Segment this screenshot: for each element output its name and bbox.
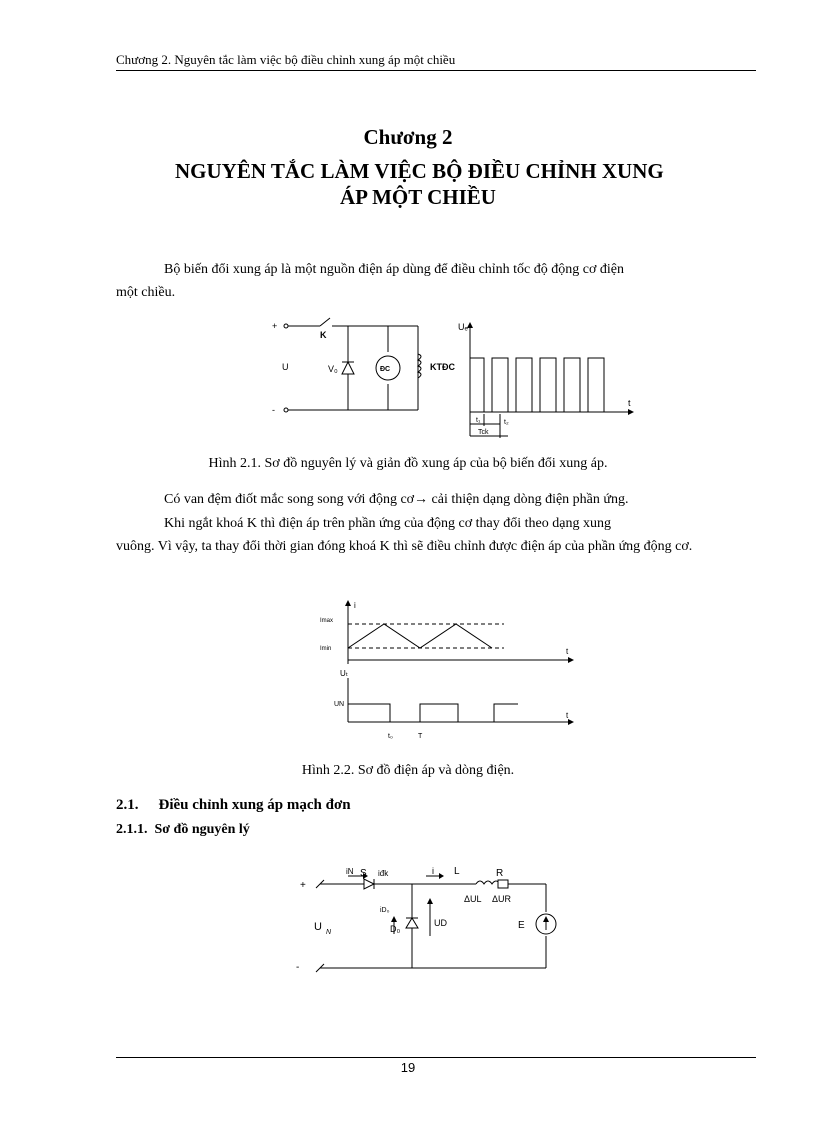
current-waveform bbox=[348, 624, 492, 648]
fig3-S-label: S bbox=[360, 868, 367, 879]
freewheel-diode-symbol bbox=[406, 918, 418, 928]
paragraph-2: Có van đệm điốt mắc song song với động cơ→ cải thiện dạng dòng điện phần ứng. bbox=[164, 492, 629, 507]
fig3-dUL-label: ΔUL bbox=[464, 894, 482, 904]
fig3-i-label: i bbox=[432, 866, 434, 876]
fig3-UD-label: UD bbox=[434, 918, 447, 928]
fig2-imin-label: Imin bbox=[320, 646, 332, 652]
resistor-symbol bbox=[498, 880, 508, 888]
paragraph-3-line1: Khi ngắt khoá K thì điện áp trên phần ứng của động cơ thay đổi theo dạng xung bbox=[164, 516, 611, 531]
fig1-plus-label: + bbox=[272, 321, 278, 331]
fig3-idk-label: iđk bbox=[378, 869, 389, 878]
running-header: Chương 2. Nguyên tắc làm việc bộ điều chỉnh xung áp một chiều bbox=[116, 52, 456, 67]
terminal-plus bbox=[284, 324, 288, 328]
fig3-Do-label: D₀ bbox=[390, 924, 401, 934]
paragraph-3-rest: vuông. Vì vậy, ta thay đổi thời gian đóng khoá K thì sẽ điều chỉnh được điện áp của phần ứng động cơ. bbox=[116, 539, 693, 554]
fig3-iN-label: iN bbox=[346, 867, 354, 876]
fig1-tck-label: Tck bbox=[478, 429, 489, 436]
fig1-t-label: t bbox=[628, 398, 631, 408]
section-heading-2-1 bbox=[116, 797, 351, 814]
fig3-UN-sub-label: N bbox=[326, 929, 332, 936]
diode-symbol bbox=[342, 362, 354, 374]
terminal-minus bbox=[284, 408, 288, 412]
fig1-switch-label: K bbox=[320, 330, 327, 340]
fig3-E-label: E bbox=[518, 920, 525, 931]
fig3-dUR-label: ΔUR bbox=[492, 894, 512, 904]
chapter-number: Chương 2 bbox=[363, 125, 453, 149]
fig2-un-label: UN bbox=[334, 701, 345, 708]
voltage-waveform bbox=[348, 704, 518, 722]
fig3-minus-label: - bbox=[296, 962, 300, 973]
subsection-title: Sơ đồ nguyên lý bbox=[154, 822, 250, 837]
paragraph-1-line1: Bộ biến đổi xung áp là một nguồn điện áp dùng để điều chỉnh tốc độ động cơ điện bbox=[164, 262, 624, 277]
fig3-L-label: L bbox=[454, 866, 460, 877]
fig1-minus-label: - bbox=[272, 405, 275, 415]
fig1-y-axis-label: Uₑ bbox=[458, 322, 468, 332]
paragraph-1-line2: một chiều. bbox=[116, 285, 176, 300]
chapter-title-line2: ÁP MỘT CHIỀU bbox=[340, 185, 496, 209]
footer-rule bbox=[116, 1057, 756, 1058]
page-number: 19 bbox=[400, 1060, 416, 1075]
fig1-motor-label: ĐC bbox=[380, 366, 391, 373]
section-number: 2.1. bbox=[116, 797, 139, 813]
pulse-waveform bbox=[470, 358, 604, 412]
figure-2-2-diagram bbox=[318, 598, 580, 746]
fig2-T-label: T bbox=[418, 733, 423, 740]
section-title: Điều chỉnh xung áp mạch đơn bbox=[158, 797, 351, 813]
figure-2-1-diagram bbox=[268, 316, 648, 442]
fig3-UN-label: U bbox=[314, 921, 322, 933]
fig2-t-top-label: t bbox=[566, 647, 569, 656]
fig3-iDo-label: iD₀ bbox=[380, 907, 390, 914]
fig2-i-label: i bbox=[354, 601, 356, 610]
fig3-R-label: R bbox=[496, 868, 504, 879]
fig3-plus-label: + bbox=[300, 880, 306, 891]
subsection-number: 2.1.1. bbox=[116, 822, 148, 837]
chapter-title-line1: NGUYÊN TẮC LÀM VIỆC BỘ ĐIỀU CHỈNH XUNG bbox=[175, 159, 664, 183]
figure-2-2-caption: Hình 2.2. Sơ đồ điện áp và dòng điện. bbox=[301, 763, 515, 778]
fig1-field-label: KTĐC bbox=[430, 362, 455, 372]
figure-2-1-caption: Hình 2.1. Sơ đồ nguyên lý và giản đồ xung áp của bộ biến đổi xung áp. bbox=[208, 456, 608, 471]
header-rule bbox=[116, 70, 756, 71]
fig1-t1-label: t₁ bbox=[476, 417, 481, 424]
fig2-t-bottom-label: t bbox=[566, 711, 569, 720]
figure-2-3-circuit bbox=[286, 860, 566, 976]
fig1-t2-label: t₂ bbox=[504, 419, 509, 426]
subsection-heading-2-1-1 bbox=[116, 822, 250, 838]
fig2-t0-label: t₀ bbox=[388, 733, 393, 740]
fig1-diode-label: V₀ bbox=[328, 364, 338, 374]
fig2-u-axis-label: Uₜ bbox=[340, 669, 349, 678]
fig1-source-label: U bbox=[282, 362, 289, 372]
thyristor-symbol bbox=[364, 879, 374, 889]
fig2-imax-label: Imax bbox=[320, 618, 334, 624]
